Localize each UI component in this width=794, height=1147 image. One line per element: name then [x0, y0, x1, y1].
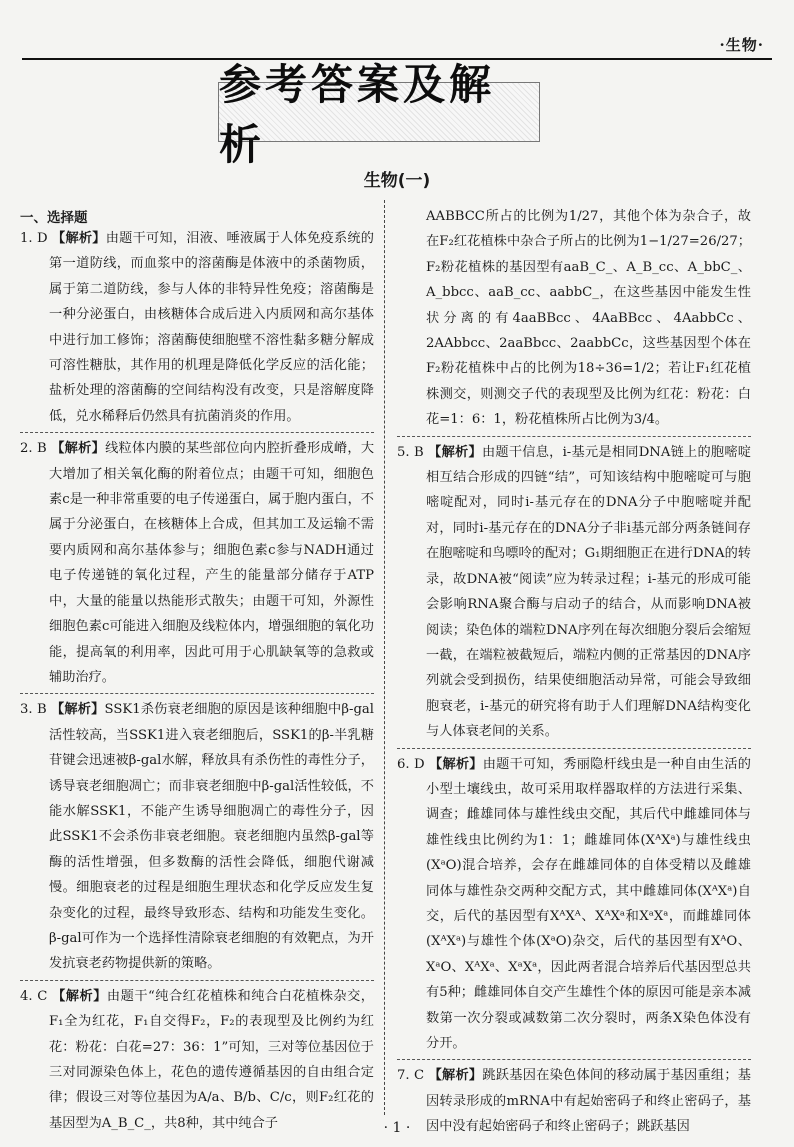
answer-number: 1. D — [20, 231, 48, 246]
answer-text: SSK1杀伤衰老细胞的原因是该种细胞中β-gal活性较高，当SSK1进入衰老细胞后，SSK1的β-半乳糖苷键会迅速被β-gal水解，释放具有杀伤性的毒性分子，诱导衰老细胞凋亡；而非衰老细胞中β-gal活性较低，不能水解SSK1，不能产生诱导细胞凋亡的毒性分子，因此SSK1不会杀伤非衰老细胞。衰老细胞内虽然β-gal等酶的活性增强，但多数酶的活性会降低，细胞代谢减慢。细胞衰老的过程是细胞生理状态和化学反应发生复杂变化的过程，最终导致形态、结构和功能发生变化。β-gal可作为一个选择性清除衰老细胞的有效靶点，为开发抗衰老药物提供新的策略。 — [49, 702, 375, 972]
subject-label: ·生物· — [719, 36, 764, 54]
answer-number: 3. B — [20, 702, 47, 718]
answer-item — [20, 436, 374, 690]
answer-text: 线粒体内膜的某些部位向内腔折叠形成嵴，大大增加了相关氧化酶的附着位点；由题干可知，细胞色素c是一种非常重要的电子传递蛋白，属于胞内蛋白，不属于分泌蛋白，在核糖体上合成，但其加工及运输不需要内质网和高尔基体参与；细胞色素c参与NADH通过电子传递链的氧化过程，产生的能量部分储存于ATP中，大量的能量以热能形式散失；由题干可知，外源性细胞色素c可能进入细胞及线粒体内，增强细胞的氧化功能，提高氧的利用率，因此可用于心肌缺氧等的急救或辅助治疗。 — [49, 441, 375, 685]
page-number: · 1 · — [383, 1120, 411, 1136]
answer-text: AABBCC所占的比例为1/27，其他个体为杂合子，故在F₂红花植株中杂合子所占的比例为1−1/27=26/27；F₂粉花植株的基因型有aaB_C_、A_B_cc、A_bbC_、A_bbcc、aaB_cc、aabbC_，在这些基因中能发生性状分离的有4aaBBcc、4AaBBcc、4AabbCc、2AAbbcc、2aaBbcc、2aabbCc，这些基因型个体在F₂粉花植株中占的比例为18÷36=1/2；若让F₁红花植株测交，则测交子代的表现型及比例为红花：粉花：白花=1：6：1，粉花植株所占比例为3/4。 — [426, 209, 751, 428]
answer-number: 4. C — [20, 988, 48, 1004]
analysis-tag: 【解析】 — [51, 702, 105, 718]
title-banner — [218, 60, 540, 169]
analysis-tag: 【解析】 — [428, 444, 482, 460]
right-column — [397, 204, 751, 1135]
answer-text: 由题干“纯合红花植株和纯合白花植株杂交，F₁全为红花，F₁自交得F₂，F₂的表现型及比例约为红花：粉花：白花=27：36：1”可知，三对等位基因位于三对同源染色体上，花色的遗传遵循基因的自由组合定律；假设三对等位基因为A/a、B/b、C/c，则F₂红花的基因型为A_B_C_，共8种，其中纯合子 — [49, 988, 374, 1131]
answer-number: 5. B — [397, 444, 424, 460]
banner-title: 参考答案及解析 — [219, 60, 496, 169]
item-separator — [397, 1059, 751, 1060]
answer-item — [20, 226, 374, 429]
analysis-tag: 【解析】 — [52, 988, 107, 1004]
answer-item — [397, 752, 751, 1057]
answer-text: 跳跃基因在染色体间的移动属于基因重组；基因转录形成的mRNA中有起始密码子和终止密码子，基因中没有起始密码子和终止密码子；跳跃基因 — [426, 1068, 751, 1135]
answer-text: 由题干可知，泪液、唾液属于人体免疫系统的第一道防线，而血浆中的溶菌酶是体液中的杀菌物质，属于第二道防线，参与人体的非特异性免疫；溶菌酶是一种分泌蛋白，由核糖体合成后进入内质网和高尔基体中进行加工修饰；溶菌酶使细胞壁不溶性黏多糖分解成可溶性糖肽，其作用的机理是降低化学反应的活化能；盐析处理的溶菌酶的空间结构没有改变，只是溶解度降低，兑水稀释后仍然具有抗菌消炎的作用。 — [49, 231, 374, 424]
analysis-tag: 【解析】 — [429, 756, 483, 772]
analysis-tag: 【解析】 — [52, 231, 106, 246]
answer-text: 由题干可知，秀丽隐杆线虫是一种自由生活的小型土壤线虫，故可采用取样器取样的方法进行采集、调查；雌雄同体与雄性线虫交配，其后代中雌雄同体与雄性线虫比例约为1：1；雌雄同体(XᴬXᵃ)与雄性线虫(XᵃO)混合培养，会存在雌雄同体的自体受精以及雌雄同体与雄性杂交两种交配方式，其中雌雄同体(XᴬXᵃ)自交，后代的基因型有XᴬXᴬ、XᴬXᵃ和XᵃXᵃ，而雌雄同体(XᴬXᵃ)与雄性个体(XᵃO)杂交，后代的基因型有XᴬO、XᵃO、XᴬXᵃ、XᵃXᵃ，因此两者混合培养后代基因型总共有5种；雌雄同体自交产生雄性个体的原因可能是亲本减数第一次分裂或减数第二次分裂时，两条X染色体没有分开。 — [426, 756, 751, 1051]
answer-text: 由题干信息，i-基元是相同DNA链上的胞嘧啶相互结合形成的四链“结”，可知该结构中胞嘧啶可与胞嘧啶配对，同时i-基元存在的DNA分子中胞嘧啶并配对，同时i-基元存在的DNA分子非i基元部分两条链间存在胞嘧啶和鸟嘌呤的配对；G₁期细胞正在进行DNA的转录，故DNA被“阅读”应为转录过程；i-基元的形成可能会影响RNA聚合酶与启动子的结合，从而影响DNA被阅读；染色体的端粒DNA序列在每次细胞分裂后会缩短一截，在端粒被截短后，端粒内侧的正常基因的DNA序列就会受到损伤，结果使细胞活动异常，可能会导致细胞衰老，i-基元的研究将有助于人们理解DNA结构变化与人体衰老间的关系。 — [426, 444, 751, 740]
item-separator — [20, 693, 374, 694]
answer-item — [397, 440, 751, 745]
column-divider — [384, 200, 385, 1115]
answer-item — [20, 697, 374, 976]
answer-continuation — [397, 204, 751, 433]
left-column — [20, 226, 375, 1131]
answer-item — [20, 984, 374, 1136]
answer-number: 7. C — [397, 1068, 425, 1084]
analysis-tag: 【解析】 — [428, 1068, 483, 1084]
item-separator — [20, 980, 374, 981]
item-separator — [397, 748, 751, 749]
answer-number: 2. B — [20, 441, 47, 457]
section-heading: 一、选择题 — [20, 210, 88, 226]
analysis-tag: 【解析】 — [51, 441, 106, 457]
item-separator — [397, 436, 751, 437]
item-separator — [20, 432, 374, 433]
answer-number: 6. D — [397, 756, 425, 772]
chapter-title: 生物(一) — [363, 171, 431, 191]
